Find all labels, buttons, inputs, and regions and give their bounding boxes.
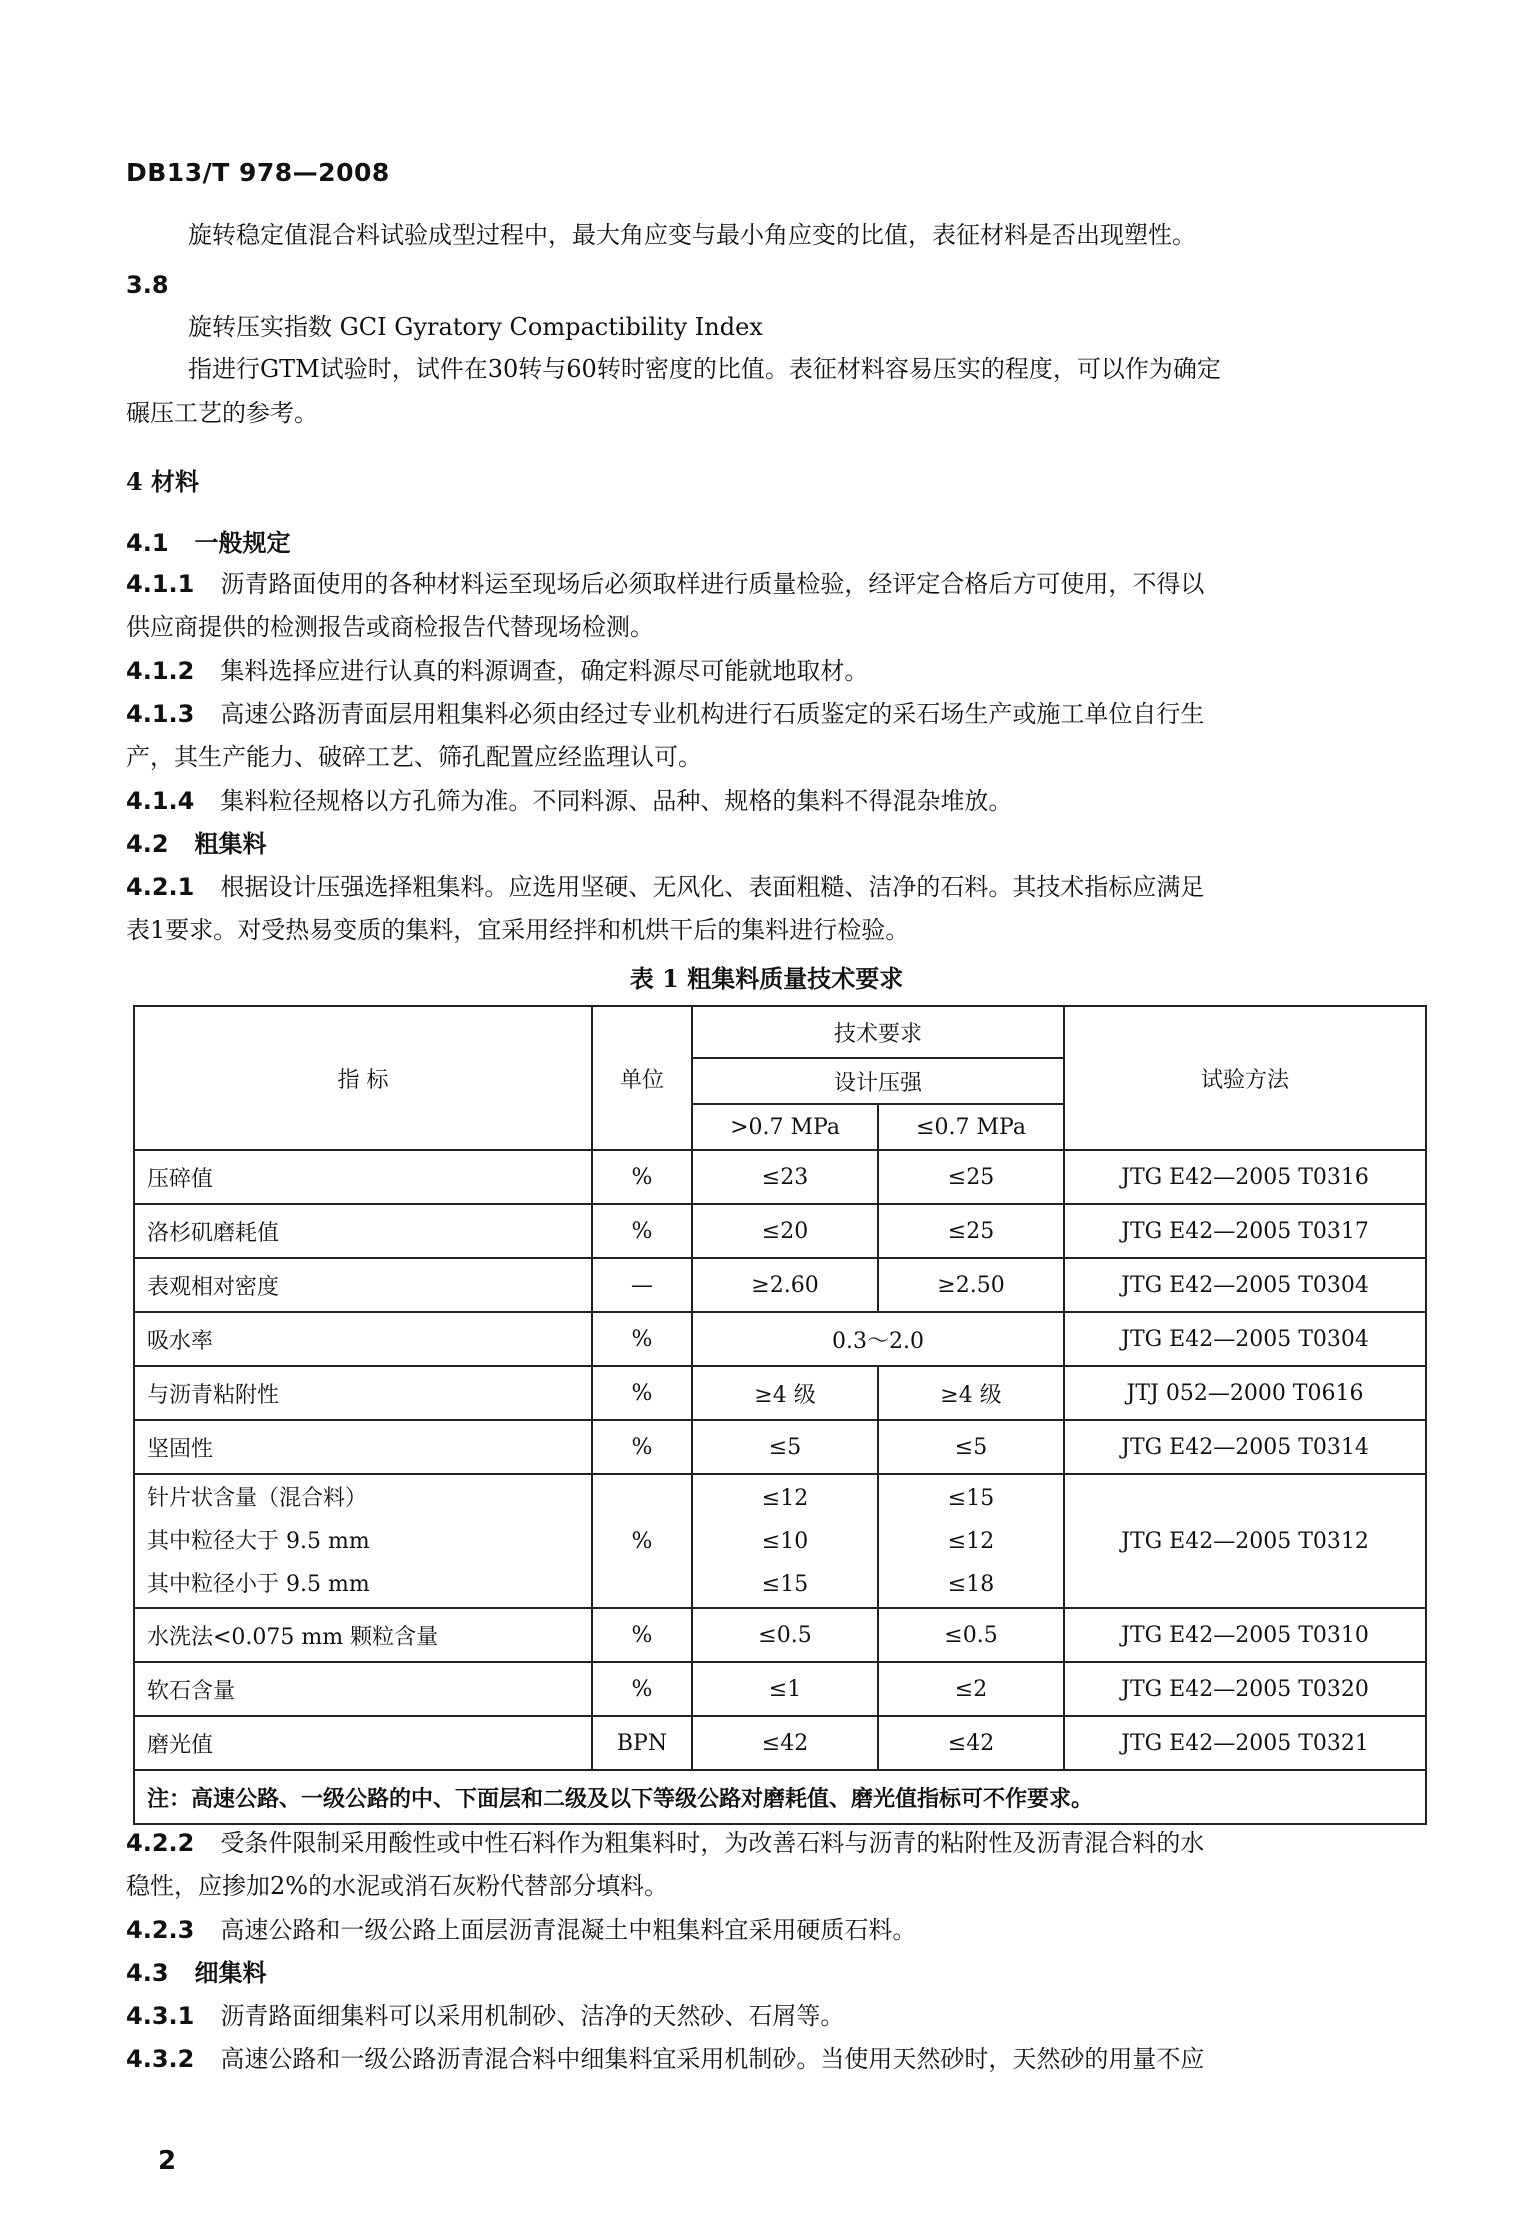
row-name: 吸水率	[134, 1312, 592, 1366]
section-number: 4.2.3	[126, 1916, 195, 1944]
section-3-8-def-line2: 碾压工艺的参考。	[126, 399, 318, 427]
header-le-07: ≤0.7 MPa	[878, 1104, 1064, 1150]
row-gt-line: ≤15	[761, 1571, 809, 1597]
section-text: 高速公路沥青面层用粗集料必须由经过专业机构进行石质鉴定的采石场生产或施工单位自行生	[220, 700, 1205, 728]
row-name: 表观相对密度	[134, 1258, 592, 1312]
row-name: 软石含量	[134, 1662, 592, 1716]
table-row	[134, 1662, 1426, 1716]
page-number: 2	[158, 2146, 177, 2176]
row-le: ≤25	[878, 1204, 1064, 1258]
table-row	[134, 1204, 1426, 1258]
section-4-1-3-line1	[126, 697, 1204, 731]
table-caption: 表 1 粗集料质量技术要求	[629, 964, 904, 993]
section-number: 3.8	[126, 271, 169, 299]
section-number: 4.2.1	[126, 873, 195, 901]
section-text: 受条件限制采用酸性或中性石料作为粗集料时，为改善石料与沥青的粘附性及沥青混合料的水	[220, 1829, 1205, 1857]
row-name	[134, 1474, 592, 1608]
section-text: 沥青路面细集料可以采用机制砂、洁净的天然砂、石屑等。	[220, 2002, 845, 2030]
table-row	[134, 1716, 1426, 1770]
row-gt-line: ≤12	[761, 1485, 809, 1511]
row-gt-line: ≤10	[761, 1528, 809, 1554]
row-unit: %	[592, 1204, 692, 1258]
section-4-2-2-line1	[126, 1826, 1204, 1860]
row-name: 压碎值	[134, 1150, 592, 1204]
row-name: 与沥青粘附性	[134, 1366, 592, 1420]
row-method: JTG E42—2005 T0310	[1064, 1608, 1426, 1662]
section-4-2-2-line2: 稳性，应掺加2%的水泥或消石灰粉代替部分填料。	[126, 1872, 669, 1900]
row-unit: %	[592, 1312, 692, 1366]
section-number: 4.2	[126, 830, 169, 858]
row-method: JTG E42—2005 T0321	[1064, 1716, 1426, 1770]
section-4-1-3-line2: 产，其生产能力、破碎工艺、筛孔配置应经监理认可。	[126, 743, 702, 771]
table-row	[134, 1366, 1426, 1420]
row-method: JTG E42—2005 T0317	[1064, 1204, 1426, 1258]
header-test-method: 试验方法	[1064, 1006, 1426, 1150]
row-method: JTG E42—2005 T0320	[1064, 1662, 1426, 1716]
row-unit: %	[592, 1150, 692, 1204]
section-number: 4.1.3	[126, 700, 195, 728]
row-name-line: 针片状含量（混合料）	[147, 1485, 368, 1511]
row-method: JTG E42—2005 T0316	[1064, 1150, 1426, 1204]
section-number: 4.3.2	[126, 2045, 195, 2073]
section-4-3-heading	[126, 1956, 267, 1990]
document-code: DB13/T 978—2008	[126, 158, 390, 187]
section-4-1-4	[126, 784, 1012, 818]
row-unit: %	[592, 1662, 692, 1716]
section-3-8-title: 旋转压实指数 GCI Gyratory Compactibility Index	[188, 313, 763, 341]
table-row	[134, 1150, 1426, 1204]
section-4-1-1-line1	[126, 567, 1204, 601]
row-le: ≤5	[878, 1420, 1064, 1474]
section-title: 细集料	[194, 1958, 267, 1987]
row-gt: ≤5	[692, 1420, 878, 1474]
table-row	[134, 1312, 1426, 1366]
row-gt: ≤1	[692, 1662, 878, 1716]
section-number: 4.3	[126, 1959, 169, 1987]
header-index: 指 标	[134, 1006, 592, 1150]
header-unit: 单位	[592, 1006, 692, 1150]
chapter-4-title: 4 材料	[126, 467, 200, 496]
row-name-line: 其中粒径大于 9.5 mm	[147, 1528, 370, 1554]
row-unit: %	[592, 1474, 692, 1608]
row-name-line: 其中粒径小于 9.5 mm	[147, 1571, 370, 1597]
section-number: 4.3.1	[126, 2002, 195, 2030]
section-number: 4.1.4	[126, 787, 195, 815]
row-gt: ≤0.5	[692, 1608, 878, 1662]
row-le: ≤25	[878, 1150, 1064, 1204]
row-le-line: ≤12	[947, 1528, 995, 1554]
row-gt: ≥4 级	[692, 1366, 878, 1420]
section-4-2-1-line1	[126, 870, 1204, 904]
row-gt	[692, 1474, 878, 1608]
row-le: ≤42	[878, 1716, 1064, 1770]
row-le: ≥4 级	[878, 1366, 1064, 1420]
row-gt: ≤20	[692, 1204, 878, 1258]
section-4-3-1	[126, 1999, 844, 2033]
row-name: 坚固性	[134, 1420, 592, 1474]
row-unit: %	[592, 1366, 692, 1420]
section-4-1-heading	[126, 526, 291, 560]
section-text: 沥青路面使用的各种材料运至现场后必须取样进行质量检验，经评定合格后方可使用，不得以	[220, 570, 1205, 598]
row-gt: ≥2.60	[692, 1258, 878, 1312]
row-name: 洛杉矶磨耗值	[134, 1204, 592, 1258]
table-header-row	[134, 1006, 1426, 1058]
table-note-row	[134, 1770, 1426, 1824]
row-le-line: ≤18	[947, 1571, 995, 1597]
row-unit: —	[592, 1258, 692, 1312]
section-text: 高速公路和一级公路上面层沥青混凝土中粗集料宜采用硬质石料。	[220, 1916, 917, 1944]
row-unit: %	[592, 1608, 692, 1662]
row-le	[878, 1474, 1064, 1608]
row-unit: %	[592, 1420, 692, 1474]
row-method: JTG E42—2005 T0304	[1064, 1312, 1426, 1366]
row-le-line: ≤15	[947, 1485, 995, 1511]
row-le: ≤0.5	[878, 1608, 1064, 1662]
table-row	[134, 1608, 1426, 1662]
coarse-aggregate-table	[133, 1005, 1427, 1825]
section-title: 一般规定	[194, 528, 291, 557]
section-text: 高速公路和一级公路沥青混合料中细集料宜采用机制砂。当使用天然砂时，天然砂的用量不应	[220, 2045, 1205, 2073]
table-note: 注：高速公路、一级公路的中、下面层和二级及以下等级公路对磨耗值、磨光值指标可不作要求。	[134, 1770, 1426, 1824]
section-text: 集料选择应进行认真的料源调查，确定料源尽可能就地取材。	[220, 657, 869, 685]
row-method: JTG E42—2005 T0304	[1064, 1258, 1426, 1312]
section-text: 集料粒径规格以方孔筛为准。不同料源、品种、规格的集料不得混杂堆放。	[220, 787, 1013, 815]
section-3-8-def-line1: 指进行GTM试验时，试件在30转与60转时密度的比值。表征材料容易压实的程度，可以作为确定	[188, 355, 1221, 383]
header-design-pressure: 设计压强	[692, 1058, 1064, 1104]
row-unit: BPN	[592, 1716, 692, 1770]
section-title: 粗集料	[194, 829, 267, 858]
row-method: JTG E42—2005 T0314	[1064, 1420, 1426, 1474]
section-4-2-heading	[126, 827, 267, 861]
section-4-2-1-line2: 表1要求。对受热易变质的集料，宜采用经拌和机烘干后的集料进行检验。	[126, 916, 910, 944]
section-4-1-2	[126, 654, 868, 688]
row-name: 磨光值	[134, 1716, 592, 1770]
row-gt: ≤42	[692, 1716, 878, 1770]
section-number: 4.2.2	[126, 1829, 195, 1857]
section-text: 根据设计压强选择粗集料。应选用坚硬、无风化、表面粗糙、洁净的石料。其技术指标应满足	[220, 873, 1205, 901]
section-number: 4.1	[126, 529, 169, 557]
section-3-8-number	[126, 268, 169, 302]
section-4-1-1-line2: 供应商提供的检测报告或商检报告代替现场检测。	[126, 613, 654, 641]
section-number: 4.1.1	[126, 570, 195, 598]
row-method: JTJ 052—2000 T0616	[1064, 1366, 1426, 1420]
row-gt: ≤23	[692, 1150, 878, 1204]
paragraph-3-7-def: 旋转稳定值混合料试验成型过程中，最大角应变与最小角应变的比值，表征材料是否出现塑性。	[188, 221, 1196, 249]
table-row	[134, 1258, 1426, 1312]
row-method: JTG E42—2005 T0312	[1064, 1474, 1426, 1608]
row-both: 0.3～2.0	[692, 1312, 1064, 1366]
header-gt-07: >0.7 MPa	[692, 1104, 878, 1150]
section-4-2-3	[126, 1913, 916, 1947]
table-row	[134, 1474, 1426, 1608]
row-name: 水洗法<0.075 mm 颗粒含量	[134, 1608, 592, 1662]
header-tech-req: 技术要求	[692, 1006, 1064, 1058]
row-le: ≤2	[878, 1662, 1064, 1716]
section-number: 4.1.2	[126, 657, 195, 685]
table-row	[134, 1420, 1426, 1474]
row-le: ≥2.50	[878, 1258, 1064, 1312]
section-4-3-2	[126, 2042, 1204, 2076]
